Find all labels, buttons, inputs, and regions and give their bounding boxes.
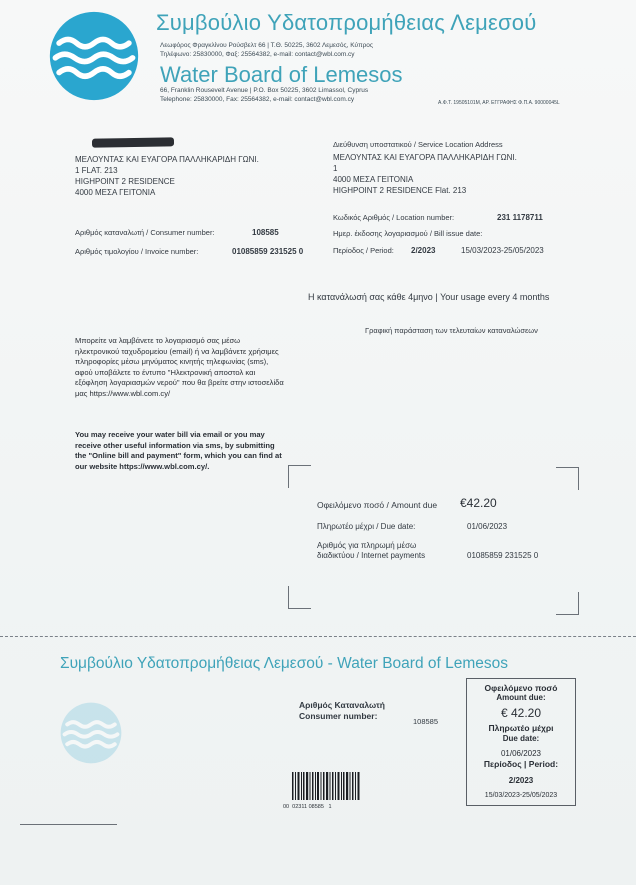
org-contact-english: Telephone: 25830000, Fax: 25564382, e-mail: contact@wbl.com.cy — [160, 96, 355, 103]
consumer-number-label: Αριθμός καταναλωτή / Consumer number: — [75, 228, 215, 237]
stub-date-label-en: Due date: — [502, 734, 540, 743]
amount-box-corner-tl — [288, 465, 311, 488]
water-board-logo-icon — [48, 10, 140, 102]
service-location-heading: Διεύθυνση υποστατικού / Service Location Address — [333, 140, 503, 149]
redacted-name — [92, 137, 174, 147]
customer-address-line2: HIGHPOINT 2 RESIDENCE — [75, 177, 175, 186]
amount-due-value: €42.20 — [460, 496, 497, 510]
water-board-watermark-icon — [58, 700, 124, 766]
internet-payment-label-2: διαδικτύου / Internet payments — [317, 551, 426, 560]
stub-period-value: 2/2023 — [508, 776, 534, 785]
tear-off-line — [0, 636, 636, 637]
invoice-number-value: 01085859 231525 0 — [232, 247, 304, 256]
barcode-number: 00 02311 08585 1 — [283, 804, 332, 810]
org-title-greek: Συμβούλιο Υδατοπρομήθειας Λεμεσού — [156, 10, 537, 35]
org-title-english: Water Board of Lemesos — [160, 62, 403, 87]
location-number-value: 231 1178711 — [497, 213, 543, 222]
amount-box-corner-br — [556, 592, 579, 615]
signature-line — [20, 824, 117, 825]
stub-period-range: 15/03/2023-25/05/2023 — [484, 792, 558, 799]
consumer-number-value: 108585 — [252, 228, 279, 237]
org-contact-greek: Τηλέφωνο: 25830000, Φαξ: 25564382, e-mail: contact@wbl.com.cy — [160, 51, 355, 58]
stub-consumer-value: 108585 — [413, 717, 439, 726]
stub-consumer-label-gr: Αριθμός Καταναλωτή — [299, 700, 385, 710]
registration-numbers: Α.Φ.Τ. 19505101Μ, ΑΡ. ΕΓΓΡΑΦΗΣ Φ.Π.Α. 90000045L — [438, 100, 560, 106]
org-address-greek: Λεωφόρος Φραγκλίνου Ρούσβελτ 66 | Τ.Θ. 50225, 3602 Λεμεσός, Κύπρος — [160, 42, 374, 49]
stub-title: Συμβούλιο Υδατοπρομήθειας Λεμεσού - Water Board of Lemesos — [60, 655, 509, 672]
customer-name: ΜΕΛΟΥΝΤΑΣ ΚΑΙ ΕΥΑΓΟΡΑ ΠΑΛΛΗΚΑΡΙΔΗ ΓΩΝΙ. — [75, 155, 259, 164]
usage-caption: Η κατανάλωσή σας κάθε 4μηνο | Your usage every 4 months — [308, 292, 550, 302]
service-line3: 4000 ΜΕΣΑ ΓΕΙΤΟΝΙΑ — [333, 175, 414, 184]
location-number-label: Κωδικός Αριθμός / Location number: — [333, 213, 455, 222]
stub-period-label: Περίοδος | Period: — [483, 759, 559, 769]
amount-due-label: Οφειλόμενο ποσό / Amount due — [317, 500, 438, 510]
service-line2: 1 — [333, 164, 338, 173]
barcode-icon — [290, 768, 362, 806]
stub-amount-box — [466, 678, 576, 806]
internet-payment-label-1: Αριθμός για πληρωμή μέσω — [317, 541, 417, 550]
info-text-english: You may receive your water bill via email or you may receive other useful information via sms, by submitting the "Online bill and payment" form, which you can find at our website https://www.wbl.com.cy/. — [75, 430, 282, 471]
internet-payment-value: 01085859 231525 0 — [467, 551, 539, 560]
usage-graph-caption: Γραφική παράσταση των τελευταίων καταναλώσεων — [365, 326, 538, 335]
stub-date-label-gr: Πληρωτέο μέχρι — [488, 723, 554, 733]
info-text-greek: Μπορείτε να λαμβάνετε το λογαριασμό σας μέσω ηλεκτρονικού ταχυδρομείου (email) ή να λαμβάνετε χρήσιμες πληροφορίες μέσω μηνύματος κινητής τηλεφωνίας (sms), αφού υποβάλετε το έντυπο "Ηλεκτρονική αποστολ και εξόφληση λογαριασμών νερού" που θα βρείτε στην ιστοσελίδα μας https://www.wbl.com.cy/ — [75, 336, 284, 398]
period-value: 2/2023 — [411, 246, 436, 255]
due-date-value: 01/06/2023 — [467, 522, 508, 531]
customer-address-line1: 1 FLAT. 213 — [75, 166, 118, 175]
amount-box-corner-bl — [288, 586, 311, 609]
stub-due-label-en: Amount due: — [496, 693, 546, 702]
stub-due-value: € 42.20 — [500, 706, 542, 720]
service-line1: ΜΕΛΟΥΝΤΑΣ ΚΑΙ ΕΥΑΓΟΡΑ ΠΑΛΛΗΚΑΡΙΔΗ ΓΩΝΙ. — [333, 153, 517, 162]
amount-box-corner-tr — [556, 467, 579, 490]
service-line4: HIGHPOINT 2 RESIDENCE Flat. 213 — [333, 186, 467, 195]
stub-due-label-gr: Οφειλόμενο ποσό — [484, 683, 558, 693]
invoice-number-label: Αριθμός τιμολογίου / Invoice number: — [75, 247, 199, 256]
stub-date-value: 01/06/2023 — [500, 749, 542, 758]
due-date-label: Πληρωτέο μέχρι / Due date: — [317, 522, 416, 531]
period-range: 15/03/2023-25/05/2023 — [461, 246, 544, 255]
customer-address-line3: 4000 ΜΕΣΑ ΓΕΙΤΟΝΙΑ — [75, 188, 156, 197]
bill-issue-date-label: Ημερ. έκδοσης λογαριασμού / Bill issue date: — [333, 229, 483, 238]
period-label: Περίοδος / Period: — [333, 246, 394, 255]
stub-consumer-label-en: Consumer number: — [299, 711, 378, 721]
org-address-english: 66, Franklin Rousevelt Avenue | P.O. Box 50225, 3602 Limassol, Cyprus — [160, 87, 369, 94]
